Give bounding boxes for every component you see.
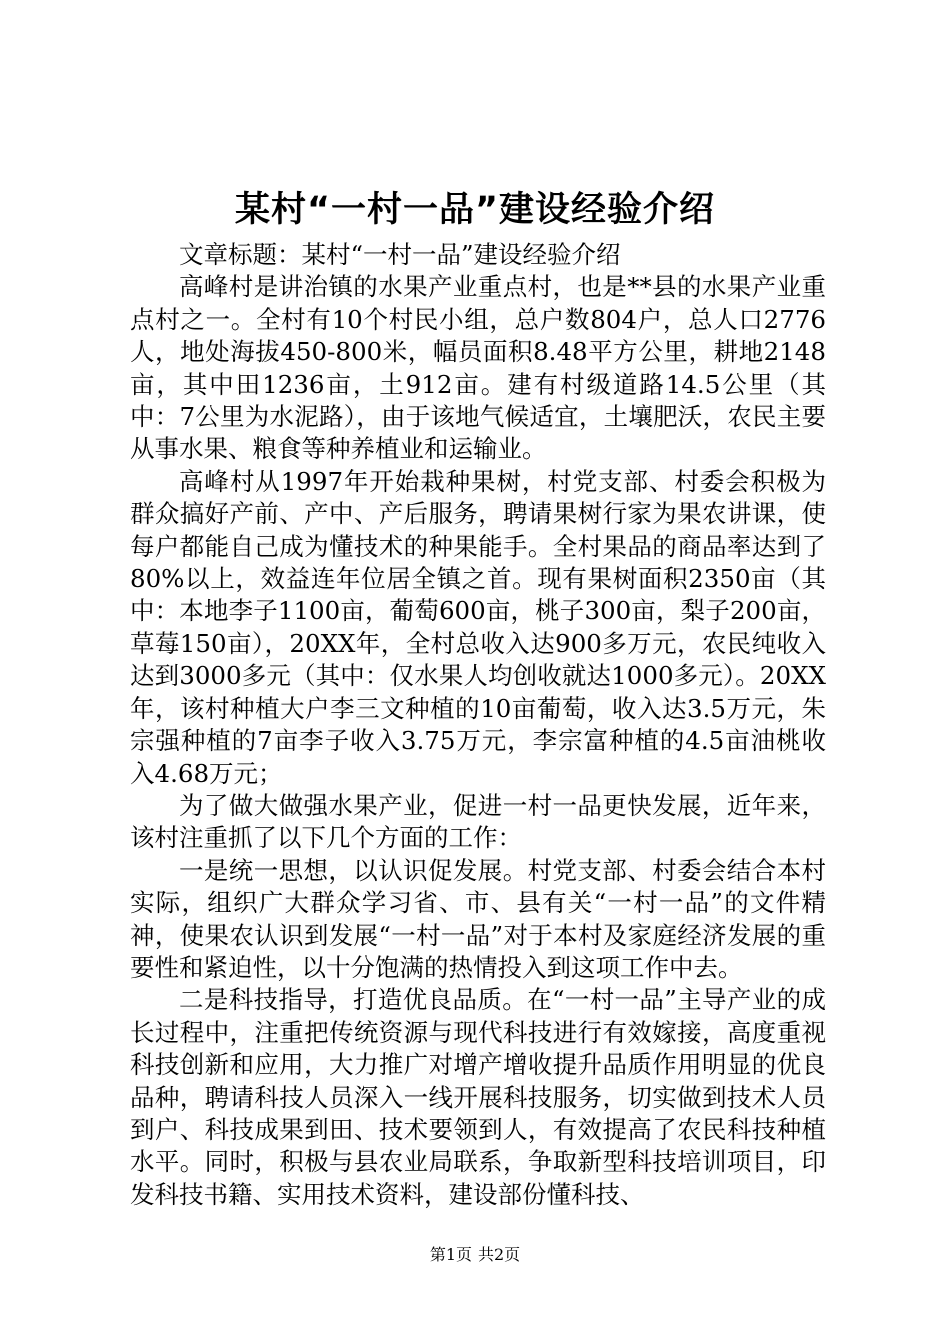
page-number: 第1页 [429,1245,472,1264]
document-title: 某村“一村一品”建设经验介绍 [234,190,715,230]
paragraph: 高峰村从1997年开始栽种果树，村党支部、村委会积极为群众搞好产前、产中、产后服务，聘请果树行家为果农讲课，使每户都能自己成为懂技术的种果能手。全村果品的商品率达到了80%以上，效益连年位居全镇之首。现有果树面积2350亩（其中：本地李子1100亩，葡萄600亩，桃子300亩，梨子200亩，草莓150亩），20XX年，全村总收入达900多万元，农民纯收入达到3000多元（其中：仅水果人均创收就达1000多元）。20XX年，该村种植大户李三文种植的10亩葡萄，收入达3.5万元，朱宗强种植的7亩李子收入3.75万元，李宗富种植的4.5亩油桃收入4.68万元； [130,466,826,788]
document-body [130,239,826,1211]
paragraph: 高峰村是讲治镇的水果产业重点村，也是**县的水果产业重点村之一。全村有10个村民小组，总户数804户，总人口2776人，地处海拔450-800米，幅员面积8.48平方公里，耕地2148亩，其中田1236亩，土912亩。建有村级道路14.5公里（其中：7公里为水泥路），由于该地气候适宜，土壤肥沃，农民主要从事水果、粮食等种养植业和运输业。 [130,272,826,464]
paragraph: 一是统一思想，以认识促发展。村党支部、村委会结合本村实际，组织广大群众学习省、市、县有关“一村一品”的文件精神，使果农认识到发展“一村一品”对于本村及家庭经济发展的重要性和紧迫性，以十分饱满的热情投入到这项工作中去。 [130,855,826,982]
page-total: 共2页 [478,1245,521,1264]
paragraph: 为了做大做强水果产业，促进一村一品更快发展，近年来，该村注重抓了以下几个方面的工作： [130,790,826,853]
paragraph: 二是科技指导，打造优良品质。在“一村一品”主导产业的成长过程中，注重把传统资源与现代科技进行有效嫁接，高度重视科技创新和应用，大力推广对增产增收提升品质作用明显的优良品种，聘请科技人员深入一线开展科技服务，切实做到技术人员到户、科技成果到田、技术要领到人，有效提高了农民科技种植水平。同时，积极与县农业局联系，争取新型科技培训项目，印发科技书籍、实用技术资料，建设部份懂科技、 [130,985,826,1209]
paragraph-article-title: 文章标题：某村“一村一品”建设经验介绍 [179,240,621,269]
page-footer [0,1244,950,1266]
